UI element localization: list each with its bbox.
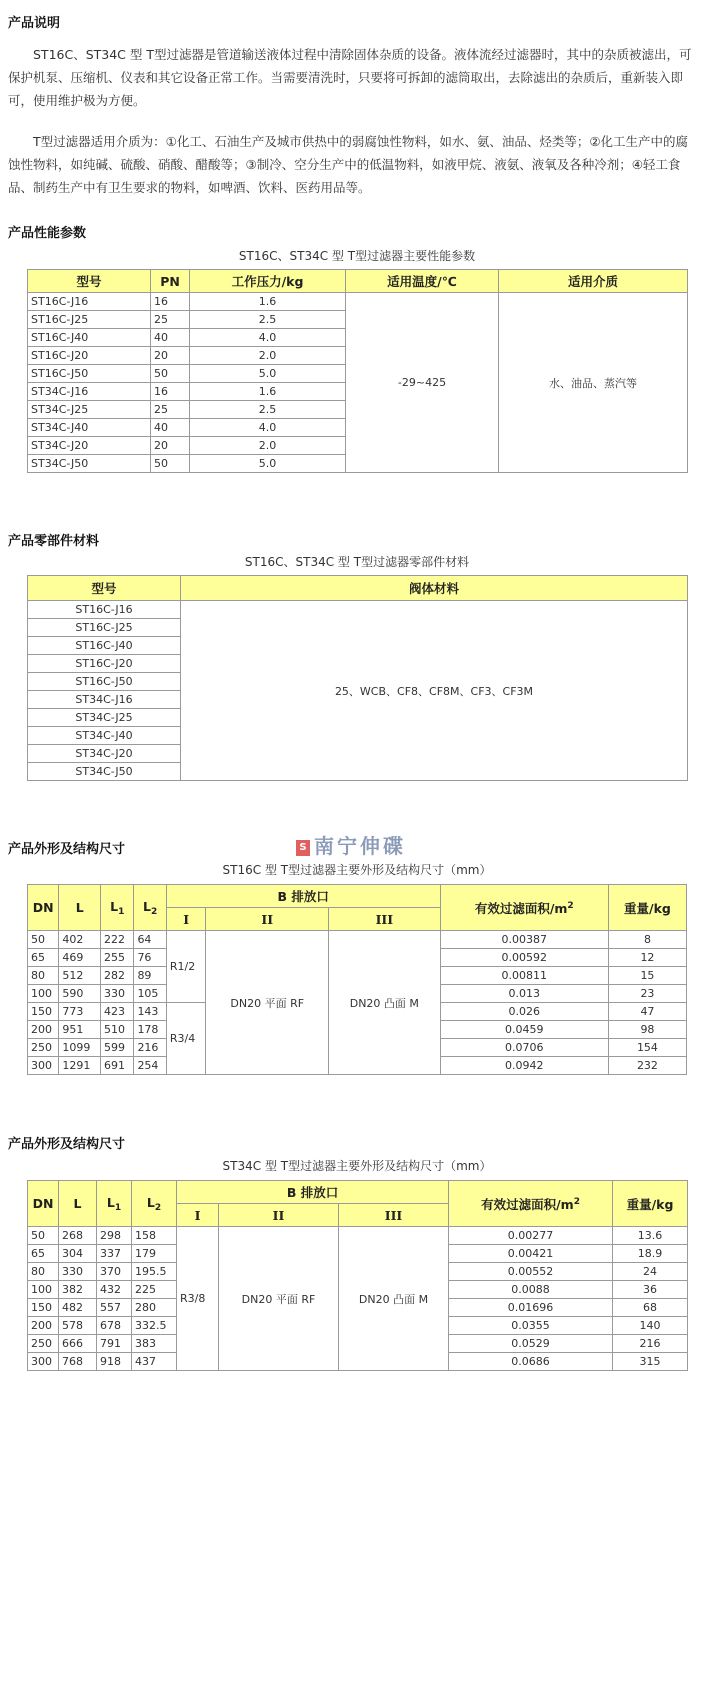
table-row [28,601,688,619]
model-cell: ST34C-J16 [28,383,151,401]
header-drain-ii: II [219,1204,339,1227]
header-l: L [59,885,101,931]
l2-cell: 89 [134,967,166,985]
l2-cell: 216 [134,1039,166,1057]
l1-cell: 432 [97,1281,132,1299]
l1-cell: 557 [97,1299,132,1317]
intro-heading: 产品说明 [8,16,61,31]
header-weight: 重量/kg [608,885,686,931]
material-cell: 25、WCB、CF8、CF8M、CF3、CF3M [181,601,688,781]
header-dn: DN [28,1181,59,1227]
model-cell: ST34C-J20 [28,437,151,455]
header-model: 型号 [28,576,181,601]
header-dn: DN [28,885,59,931]
l-cell: 482 [59,1299,97,1317]
perf-heading: 产品性能参数 [8,226,87,241]
model-cell: ST16C-J25 [28,619,181,637]
l1-cell: 423 [100,1003,133,1021]
weight-cell: 315 [613,1353,688,1371]
l-cell: 268 [59,1227,97,1245]
l2-cell: 158 [132,1227,177,1245]
weight-cell: 18.9 [613,1245,688,1263]
header-drain-iii: III [339,1204,449,1227]
l2-cell: 195.5 [132,1263,177,1281]
filter-area-cell: 0.0355 [449,1317,613,1335]
weight-cell: 12 [608,949,686,967]
dimensions-table-st16c [27,884,687,1075]
weight-cell: 216 [613,1335,688,1353]
l1-cell: 255 [100,949,133,967]
l2-cell: 105 [134,985,166,1003]
model-cell: ST34C-J20 [28,745,181,763]
pn-cell: 16 [151,383,190,401]
pn-cell: 50 [151,455,190,473]
intro-paragraph-2: T型过滤器适用介质为：①化工、石油生产及城市供热中的弱腐蚀性物料，如水、氨、油品、烃类等；②化工生产中的腐蚀性物料，如纯碱、硫酸、硝酸、醋酸等；③制冷、空分生产中的低温物料，如液甲烷、液氨、液氧及各种冷剂；④轻工食品、制药生产中有卫生要求的物料，如啤酒、饮料、医药用品等。 [8,134,689,195]
header-drain-i: I [166,908,206,931]
weight-cell: 23 [608,985,686,1003]
weight-cell: 8 [608,931,686,949]
weight-cell: 24 [613,1263,688,1281]
filter-area-cell: 0.00592 [440,949,608,967]
pressure-cell: 5.0 [190,455,346,473]
brand-watermark-text: 南宁伸碟 [314,834,406,858]
l1-cell: 330 [100,985,133,1003]
drain-i-cell: R1/2 [166,931,206,1003]
header-pressure: 工作压力/kg [190,270,346,293]
header-temperature: 适用温度/℃ [346,270,499,293]
pressure-cell: 5.0 [190,365,346,383]
header-weight: 重量/kg [613,1181,688,1227]
l2-cell: 64 [134,931,166,949]
model-cell: ST34C-J25 [28,709,181,727]
filter-area-cell: 0.0942 [440,1057,608,1075]
dn-cell: 300 [28,1057,59,1075]
model-cell: ST16C-J50 [28,365,151,383]
filter-area-cell: 0.0459 [440,1021,608,1039]
pressure-cell: 1.6 [190,383,346,401]
pressure-cell: 2.5 [190,311,346,329]
l2-cell: 280 [132,1299,177,1317]
l-cell: 666 [59,1335,97,1353]
header-drain-iii: III [329,908,441,931]
brand-watermark [296,830,406,859]
weight-cell: 36 [613,1281,688,1299]
l-cell: 512 [59,967,101,985]
medium-cell: 水、油品、蒸汽等 [499,293,688,473]
header-l2: $L_2$ [132,1181,177,1227]
model-cell: ST34C-J40 [28,419,151,437]
l1-cell: 691 [100,1057,133,1075]
parts-heading: 产品零部件材料 [8,534,100,549]
l1-cell: 222 [100,931,133,949]
header-model: 型号 [28,270,151,293]
pn-cell: 16 [151,293,190,311]
filter-area-cell: 0.00277 [449,1227,613,1245]
header-l2: $L_2$ [134,885,166,931]
l-cell: 590 [59,985,101,1003]
header-drain-port: B 排放口 [177,1181,449,1204]
drain-i-cell: R3/8 [177,1227,219,1371]
dimensions-table-st34c [27,1180,688,1371]
dimensions-heading-2: 产品外形及结构尺寸 [8,1137,126,1152]
model-cell: ST34C-J16 [28,691,181,709]
weight-cell: 154 [608,1039,686,1057]
filter-area-cell: 0.00421 [449,1245,613,1263]
dn-cell: 80 [28,1263,59,1281]
l2-cell: 225 [132,1281,177,1299]
header-medium: 适用介质 [499,270,688,293]
pn-cell: 20 [151,347,190,365]
filter-area-cell: 0.0088 [449,1281,613,1299]
pressure-cell: 4.0 [190,329,346,347]
l2-cell: 178 [134,1021,166,1039]
model-cell: ST16C-J16 [28,293,151,311]
l-cell: 382 [59,1281,97,1299]
l-cell: 304 [59,1245,97,1263]
weight-cell: 68 [613,1299,688,1317]
l2-cell: 254 [134,1057,166,1075]
l-cell: 951 [59,1021,101,1039]
pn-cell: 25 [151,401,190,419]
pn-cell: 50 [151,365,190,383]
l1-cell: 599 [100,1039,133,1057]
filter-area-cell: 0.00552 [449,1263,613,1281]
l2-cell: 76 [134,949,166,967]
l-cell: 1099 [59,1039,101,1057]
pn-cell: 25 [151,311,190,329]
l-cell: 1291 [59,1057,101,1075]
l2-cell: 179 [132,1245,177,1263]
weight-cell: 232 [608,1057,686,1075]
model-cell: ST16C-J16 [28,601,181,619]
l-cell: 773 [59,1003,101,1021]
dn-cell: 80 [28,967,59,985]
weight-cell: 13.6 [613,1227,688,1245]
pn-cell: 20 [151,437,190,455]
model-cell: ST16C-J40 [28,637,181,655]
dn-cell: 65 [28,949,59,967]
perf-table-caption: ST16C、ST34C 型 T型过滤器主要性能参数 [238,249,476,263]
l-cell: 469 [59,949,101,967]
dn-cell: 150 [28,1003,59,1021]
l1-cell: 918 [97,1353,132,1371]
dn-cell: 250 [28,1335,59,1353]
model-cell: ST16C-J25 [28,311,151,329]
model-cell: ST34C-J40 [28,727,181,745]
dn-cell: 200 [28,1317,59,1335]
header-body-material: 阀体材料 [181,576,688,601]
header-drain-i: I [177,1204,219,1227]
dn-cell: 150 [28,1299,59,1317]
pressure-cell: 2.0 [190,347,346,365]
l-cell: 578 [59,1317,97,1335]
l2-cell: 332.5 [132,1317,177,1335]
header-drain-port: B 排放口 [166,885,440,908]
filter-area-cell: 0.0686 [449,1353,613,1371]
pressure-cell: 2.0 [190,437,346,455]
dim-table-1-caption: ST16C 型 T型过滤器主要外形及结构尺寸（mm） [222,863,492,877]
l1-cell: 370 [97,1263,132,1281]
filter-area-cell: 0.01696 [449,1299,613,1317]
l-cell: 402 [59,931,101,949]
drain-ii-cell: DN20 平面 RF [219,1227,339,1371]
table-row [28,1227,688,1245]
filter-area-cell: 0.0529 [449,1335,613,1353]
l-cell: 768 [59,1353,97,1371]
performance-table [27,269,688,473]
filter-area-cell: 0.00387 [440,931,608,949]
header-l: L [59,1181,97,1227]
dn-cell: 100 [28,1281,59,1299]
dn-cell: 300 [28,1353,59,1371]
drain-i-cell: R3/4 [166,1003,206,1075]
filter-area-cell: 0.00811 [440,967,608,985]
brand-logo-icon: S [296,840,310,856]
l-cell: 330 [59,1263,97,1281]
dn-cell: 100 [28,985,59,1003]
weight-cell: 47 [608,1003,686,1021]
l2-cell: 143 [134,1003,166,1021]
l1-cell: 298 [97,1227,132,1245]
header-drain-ii: II [206,908,329,931]
header-l1: $L_1$ [100,885,133,931]
intro-paragraph-1: ST16C、ST34C 型 T型过滤器是管道输送液体过程中清除固体杂质的设备。液体流经过滤器时，其中的杂质被滤出，可保护机泵、压缩机、仪表和其它设备正常工作。当需要清洗时，只要将可拆卸的滤筒取出，去除滤出的杂质后，重新装入即可，使用维护极为方便。 [8,47,692,108]
dn-cell: 50 [28,1227,59,1245]
l2-cell: 383 [132,1335,177,1353]
pressure-cell: 2.5 [190,401,346,419]
weight-cell: 15 [608,967,686,985]
drain-iii-cell: DN20 凸面 M [329,931,441,1075]
dim-table-2-caption: ST34C 型 T型过滤器主要外形及结构尺寸（mm） [222,1159,492,1173]
l1-cell: 678 [97,1317,132,1335]
model-cell: ST16C-J20 [28,347,151,365]
drain-ii-cell: DN20 平面 RF [206,931,329,1075]
model-cell: ST34C-J50 [28,763,181,781]
pn-cell: 40 [151,329,190,347]
dn-cell: 200 [28,1021,59,1039]
model-cell: ST16C-J20 [28,655,181,673]
header-l1: $L_1$ [97,1181,132,1227]
drain-iii-cell: DN20 凸面 M [339,1227,449,1371]
l1-cell: 282 [100,967,133,985]
filter-area-cell: 0.013 [440,985,608,1003]
temperature-cell: -29~425 [346,293,499,473]
dimensions-heading-1: 产品外形及结构尺寸 [8,842,126,857]
pn-cell: 40 [151,419,190,437]
l1-cell: 510 [100,1021,133,1039]
pressure-cell: 1.6 [190,293,346,311]
filter-area-cell: 0.026 [440,1003,608,1021]
l1-cell: 791 [97,1335,132,1353]
header-filter-area: 有效过滤面积$/m^2$ [449,1181,613,1227]
dn-cell: 250 [28,1039,59,1057]
filter-area-cell: 0.0706 [440,1039,608,1057]
dn-cell: 65 [28,1245,59,1263]
pressure-cell: 4.0 [190,419,346,437]
model-cell: ST16C-J50 [28,673,181,691]
model-cell: ST34C-J25 [28,401,151,419]
header-pn: PN [151,270,190,293]
l1-cell: 337 [97,1245,132,1263]
weight-cell: 98 [608,1021,686,1039]
l2-cell: 437 [132,1353,177,1371]
header-filter-area: 有效过滤面积$/m^2$ [440,885,608,931]
model-cell: ST34C-J50 [28,455,151,473]
table-row [28,293,688,311]
table-row [28,931,687,949]
parts-material-table [27,575,688,781]
model-cell: ST16C-J40 [28,329,151,347]
parts-table-caption: ST16C、ST34C 型 T型过滤器零部件材料 [244,555,470,569]
dn-cell: 50 [28,931,59,949]
weight-cell: 140 [613,1317,688,1335]
